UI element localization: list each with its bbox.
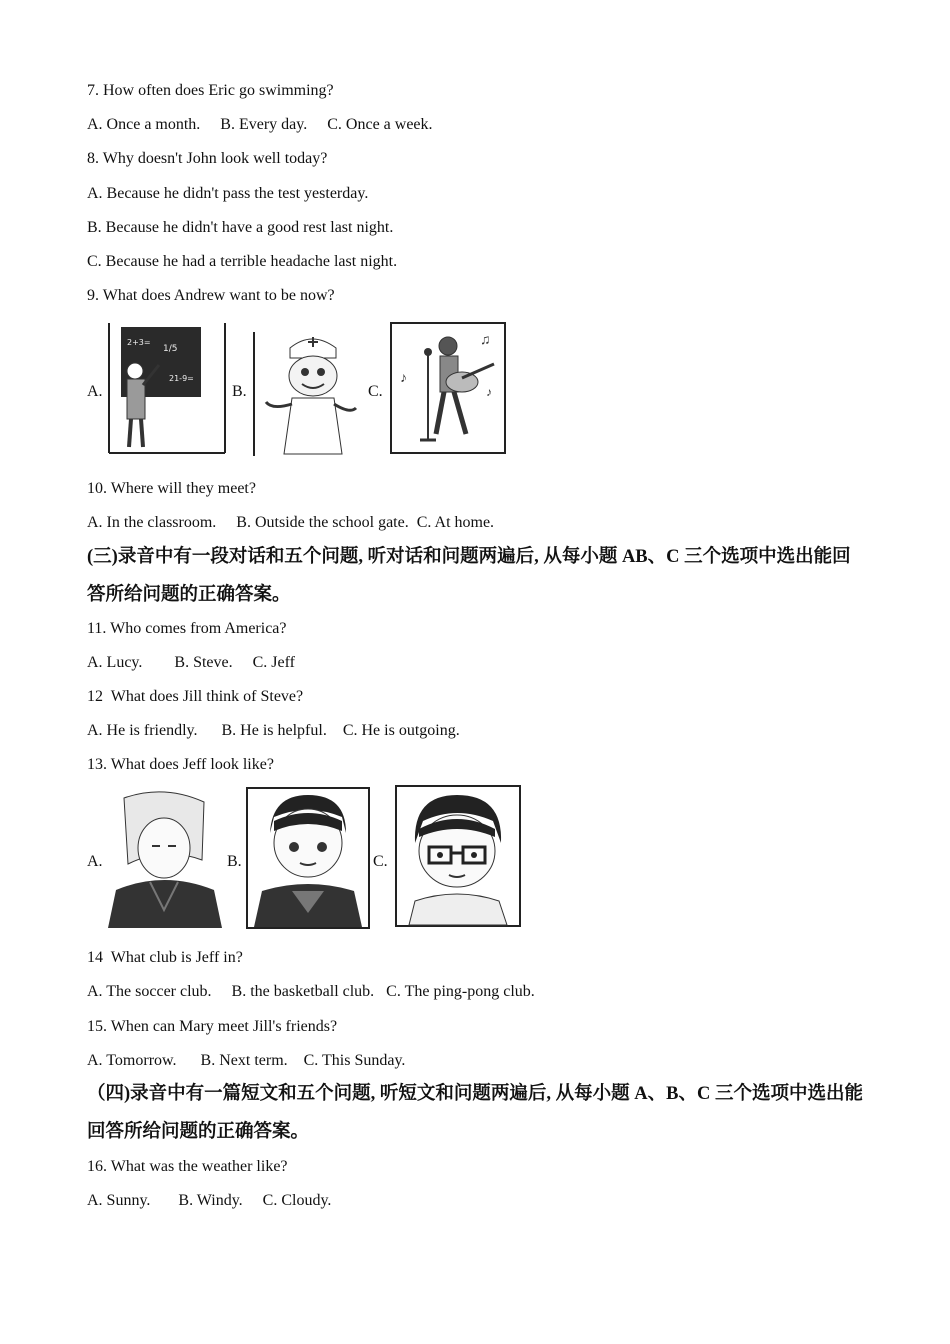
- svg-text:♪: ♪: [400, 371, 407, 386]
- question-8: 8. Why doesn't John look well today?: [87, 150, 328, 167]
- question-15: 15. When can Mary meet Jill's friends?: [87, 1018, 338, 1035]
- question-16: 16. What was the weather like?: [87, 1158, 288, 1175]
- question-7: 7. How often does Eric go swimming?: [87, 82, 334, 99]
- q9-option-a-label: A.: [87, 383, 103, 400]
- section-4-instructions: （四)录音中有一篇短文和五个问题, 听短文和问题两遍后, 从每小题 A、B、C 三个选项中选出能回答所给问题的正确答案。: [87, 1084, 863, 1142]
- singer-picture: [390, 322, 506, 454]
- question-13: 13. What does Jeff look like?: [87, 756, 274, 773]
- question-11-options: A. Lucy. B. Steve. C. Jeff: [87, 654, 295, 671]
- question-16-options: A. Sunny. B. Windy. C. Cloudy.: [87, 1192, 332, 1209]
- question-14: 14 What club is Jeff in?: [87, 949, 243, 966]
- svg-text:2+3=: 2+3=: [127, 338, 151, 347]
- question-8-option-b: B. Because he didn't have a good rest last night.: [87, 219, 394, 236]
- q9-option-c-label: C.: [368, 383, 383, 400]
- section-3-instructions: (三)录音中有一段对话和五个问题, 听对话和问题两遍后, 从每小题 AB、C 三个选项中选出能回答所给问题的正确答案。: [87, 547, 851, 605]
- question-8-option-a: A. Because he didn't pass the test yesterday.: [87, 185, 369, 202]
- question-9: 9. What does Andrew want to be now?: [87, 287, 335, 304]
- question-7-options: A. Once a month. B. Every day. C. Once a week.: [87, 116, 433, 133]
- long-hair-person-picture: [106, 790, 224, 928]
- question-14-options: A. The soccer club. B. the basketball club. C. The ping-pong club.: [87, 983, 535, 1000]
- q13-option-a-label: A.: [87, 853, 103, 870]
- doctor-picture: [252, 330, 372, 458]
- question-10: 10. Where will they meet?: [87, 480, 256, 497]
- svg-text:♫: ♫: [480, 333, 491, 348]
- boy-with-glasses-picture: [395, 785, 521, 927]
- q9-option-b-label: B.: [232, 383, 247, 400]
- question-12: 12 What does Jill think of Steve?: [87, 688, 304, 705]
- svg-text:♪: ♪: [486, 385, 492, 399]
- svg-text:21-9=: 21-9=: [169, 374, 194, 383]
- svg-text:1/5: 1/5: [163, 344, 178, 354]
- short-hair-boy-picture: [246, 787, 370, 929]
- teacher-picture: [107, 323, 227, 455]
- question-10-options: A. In the classroom. B. Outside the school gate. C. At home.: [87, 514, 495, 531]
- q13-option-b-label: B.: [227, 853, 242, 870]
- question-11: 11. Who comes from America?: [87, 620, 287, 637]
- q13-option-c-label: C.: [373, 853, 388, 870]
- question-12-options: A. He is friendly. B. He is helpful. C. He is outgoing.: [87, 722, 460, 739]
- question-8-option-c: C. Because he had a terrible headache last night.: [87, 253, 398, 270]
- question-15-options: A. Tomorrow. B. Next term. C. This Sunday.: [87, 1052, 406, 1069]
